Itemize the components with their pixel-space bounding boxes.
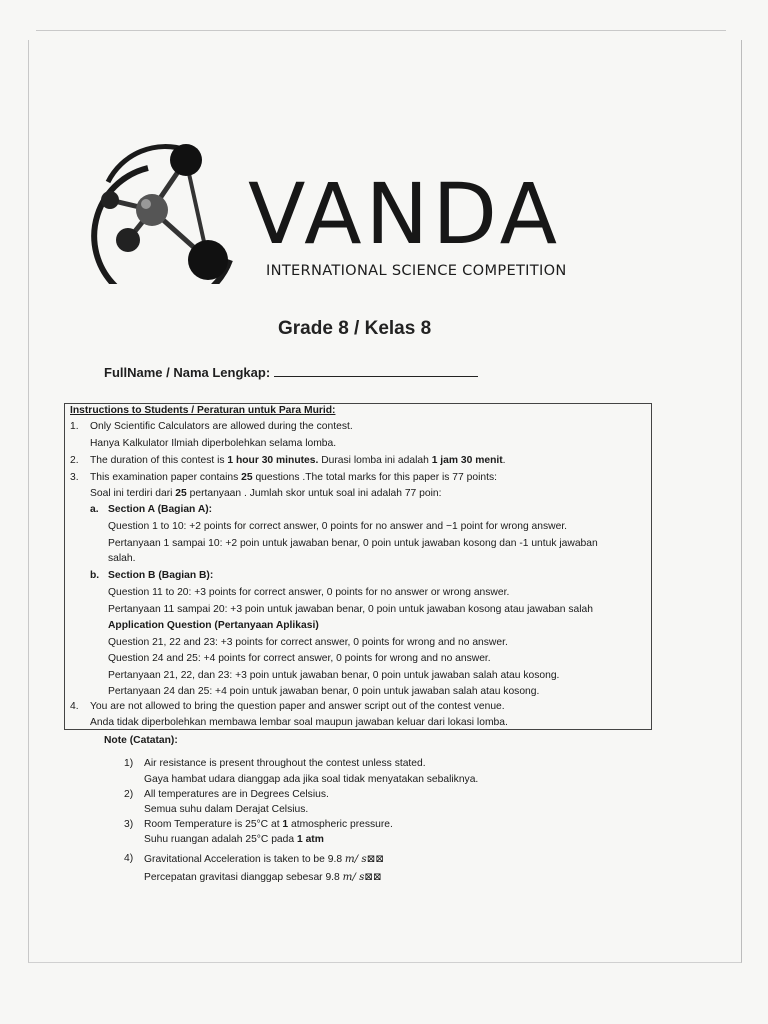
section-a-title: Section A (Bagian A): — [108, 504, 213, 515]
brand-tagline: INTERNATIONAL SCIENCE COMPETITION — [266, 262, 567, 279]
grade-title: Grade 8 / Kelas 8 — [278, 318, 432, 339]
item-3-english: This examination paper contains 25 questions .The total marks for this paper is 77 points: — [90, 472, 497, 483]
section-a-letter: a. — [90, 504, 99, 515]
item-4-indonesian: Anda tidak diperbolehkan membawa lembar soal maupun jawaban keluar dari lokasi lomba. — [90, 717, 508, 728]
fullname-label: FullName / Nama Lengkap: — [104, 365, 271, 380]
section-a-indonesian: Pertanyaan 1 sampai 10: +2 poin untuk jawaban benar, 0 poin untuk jawaban kosong dan -1 untuk jawaban — [108, 538, 598, 549]
section-a-indonesian-cont: salah. — [108, 553, 136, 564]
section-b-title: Section B (Bagian B): — [108, 570, 214, 581]
application-line-2: Question 24 and 25: +4 points for correct answer, 0 points for wrong and no answer. — [108, 653, 491, 664]
note-2-number: 2) — [124, 789, 134, 800]
vanda-molecule-logo-icon — [88, 142, 258, 284]
item-4-number: 4. — [70, 701, 79, 712]
item-1-english: Only Scientific Calculators are allowed during the contest. — [90, 421, 353, 432]
brand-name: VANDA — [248, 165, 562, 263]
note-3-number: 3) — [124, 819, 134, 830]
item-3-number: 3. — [70, 472, 79, 483]
note-4-english: Gravitational Acceleration is taken to be 9.8 m/ s⊠⊠ — [144, 853, 384, 865]
item-1-indonesian: Hanya Kalkulator Ilmiah diperbolehkan selama lomba. — [90, 438, 337, 449]
scan-edge-line — [36, 30, 726, 31]
application-line-3: Pertanyaan 21, 22, dan 23: +3 poin untuk jawaban benar, 0 poin untuk jawaban salah atau kosong. — [108, 670, 560, 681]
section-a-english: Question 1 to 10: +2 points for correct answer, 0 points for no answer and −1 point for wrong answer. — [108, 521, 568, 532]
note-1-number: 1) — [124, 758, 134, 769]
note-2-english: All temperatures are in Degrees Celsius. — [144, 789, 329, 800]
item-3-indonesian: Soal ini terdiri dari 25 pertanyaan . Jumlah skor untuk soal ini adalah 77 poin: — [90, 488, 442, 499]
note-1-english: Air resistance is present throughout the contest unless stated. — [144, 758, 426, 769]
note-2-indonesian: Semua suhu dalam Derajat Celsius. — [144, 804, 309, 815]
item-4-english: You are not allowed to bring the question paper and answer script out of the contest venue. — [90, 701, 505, 712]
section-b-letter: b. — [90, 570, 100, 581]
instructions-heading: Instructions to Students / Peraturan untuk Para Murid: — [70, 405, 336, 416]
note-1-indonesian: Gaya hambat udara dianggap ada jika soal tidak menyatakan sebaliknya. — [144, 774, 479, 785]
fullname-field[interactable] — [104, 365, 478, 380]
item-2-number: 2. — [70, 455, 79, 466]
note-3-indonesian: Suhu ruangan adalah 25°C pada 1 atm — [144, 834, 324, 845]
note-3-english: Room Temperature is 25°C at 1 atmospheric pressure. — [144, 819, 393, 830]
note-4-indonesian: Percepatan gravitasi dianggap sebesar 9.8 m/ s⊠⊠ — [144, 871, 382, 883]
notes-heading: Note (Catatan): — [104, 735, 178, 746]
item-2-text: The duration of this contest is 1 hour 30 minutes. Durasi lomba ini adalah 1 jam 30 menit. — [90, 455, 506, 466]
item-1-number: 1. — [70, 421, 79, 432]
section-b-indonesian: Pertanyaan 11 sampai 20: +3 poin untuk jawaban benar, 0 poin untuk jawaban kosong atau jawaban salah — [108, 604, 593, 615]
application-line-4: Pertanyaan 24 dan 25: +4 poin untuk jawaban benar, 0 poin untuk jawaban salah atau kosong. — [108, 686, 540, 697]
application-line-1: Question 21, 22 and 23: +3 points for correct answer, 0 points for wrong and no answer. — [108, 637, 508, 648]
note-4-number: 4) — [124, 853, 134, 864]
application-question-title: Application Question (Pertanyaan Aplikasi) — [108, 620, 319, 631]
section-b-english: Question 11 to 20: +3 points for correct answer, 0 points for no answer or wrong answer. — [108, 587, 510, 598]
fullname-blank-line[interactable] — [274, 366, 478, 377]
